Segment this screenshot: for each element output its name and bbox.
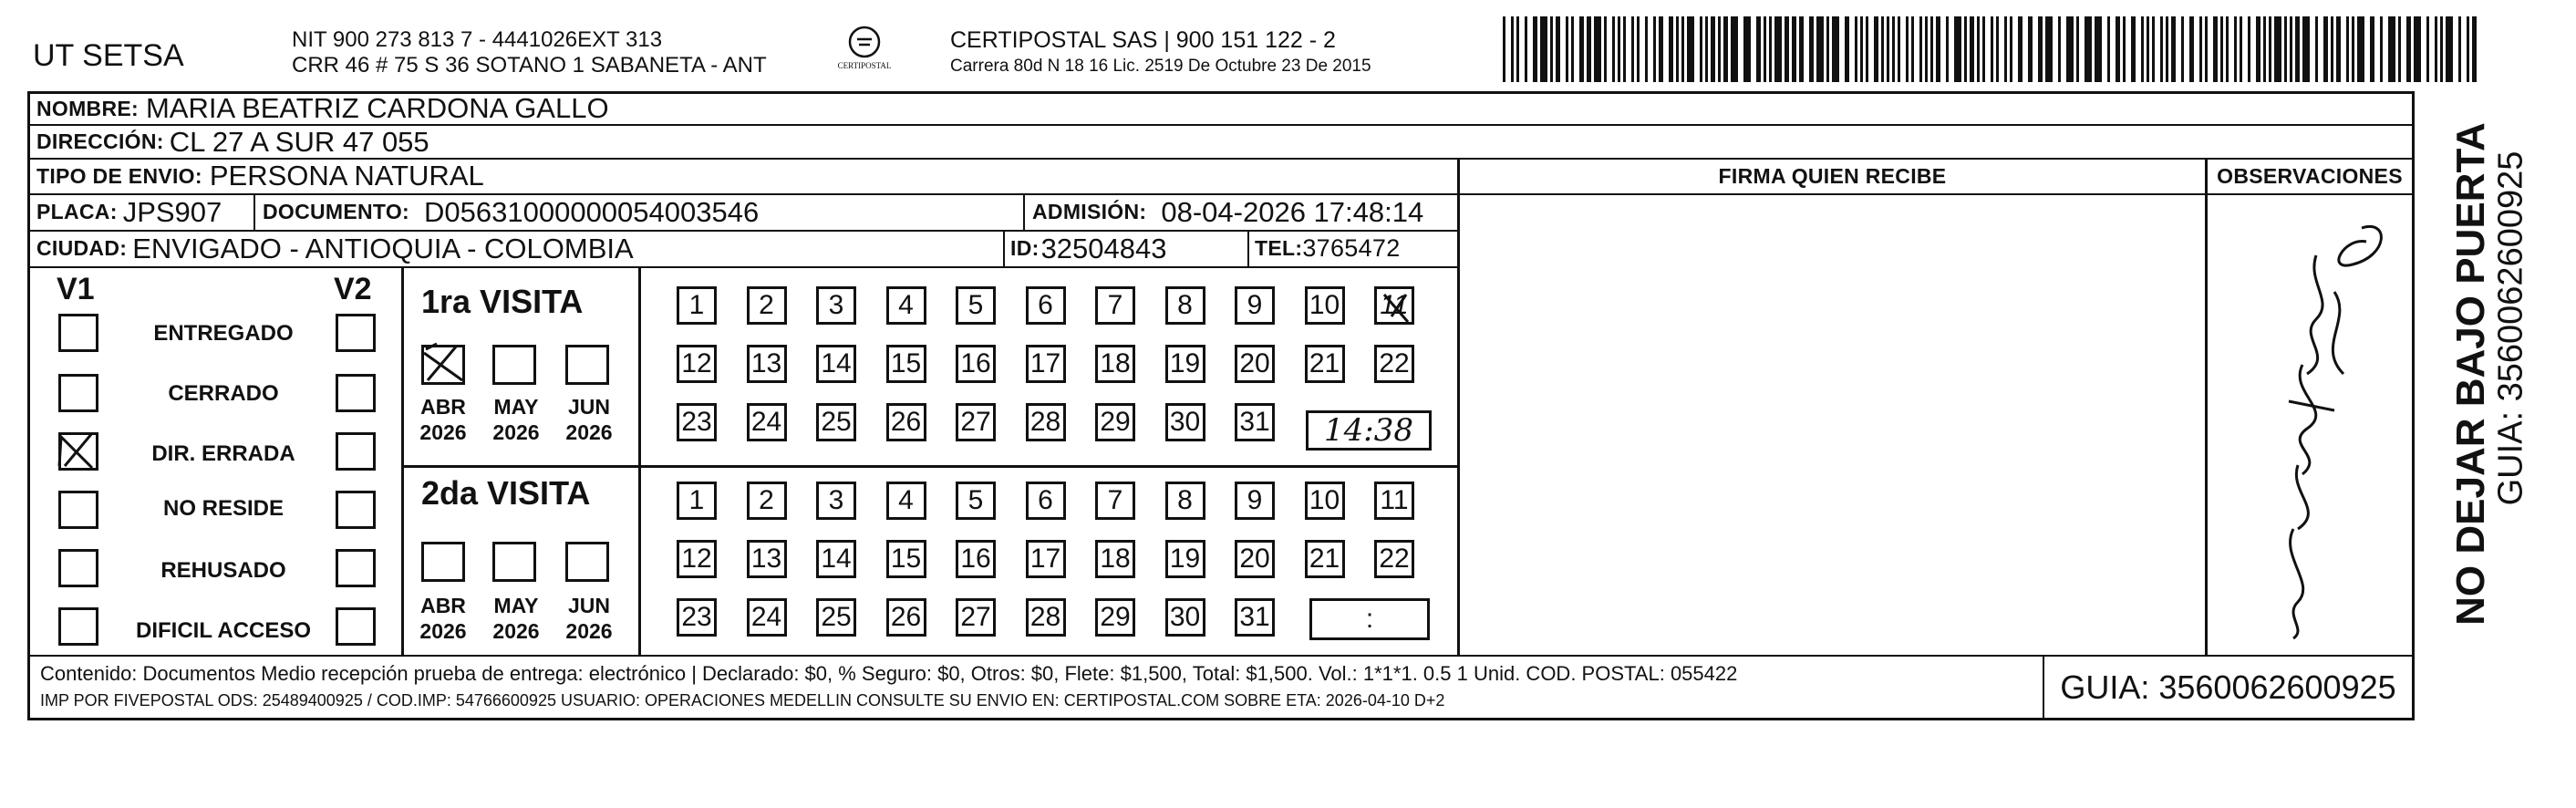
ciudad-cell [36,231,634,266]
visita1-day-box[interactable] [1235,403,1275,441]
firma-divider [1457,158,1460,656]
visita1-day-box[interactable] [1374,345,1414,383]
day-number: 29 [1100,407,1131,437]
day-number: 4 [898,485,914,515]
day-number: 25 [821,407,852,437]
visita2-day-box[interactable] [1235,540,1275,578]
visita1-day-box[interactable] [1026,286,1066,325]
visita2-day-box[interactable] [886,482,926,520]
direccion-label: DIRECCIÓN: [36,129,164,153]
cell-divider [253,193,255,230]
month-divider [638,266,641,655]
visita2-day-box[interactable] [956,482,996,520]
month-checkbox-checked[interactable] [421,345,465,385]
day-number: 2 [759,485,774,515]
certipostal-line-2: Carrera 80d N 18 16 Lic. 2519 De Octubre 23 De 2015 [950,57,1371,76]
day-number: 30 [1169,602,1201,632]
visita1-day-box[interactable] [956,403,996,441]
day-number: 9 [1247,485,1263,515]
day-number: 10 [1309,485,1340,515]
v1-checkbox[interactable] [58,549,98,587]
signature [2207,201,2398,647]
visita1-day-box[interactable] [1165,286,1205,325]
day-number: 25 [821,602,852,632]
day-number: 19 [1169,544,1201,574]
v2-checkbox[interactable] [336,549,376,587]
day-number: 31 [1239,407,1270,437]
nit-line-1: NIT 900 273 813 7 - 4441026EXT 313 [292,27,663,52]
row-line [27,266,1457,268]
day-number: 11 [1380,290,1409,320]
visita2-day-box[interactable] [1305,482,1345,520]
nombre-row [36,91,609,126]
day-number: 14 [821,348,852,378]
visita2-day-box[interactable] [747,598,787,637]
visita1-day-box[interactable] [1235,286,1275,325]
day-number: 30 [1169,407,1201,437]
visita2-day-box[interactable] [1165,598,1205,637]
direccion-row [36,125,429,159]
day-number: 6 [1038,485,1053,515]
side-guia: GUIA: 3560062600925 [2491,150,2530,506]
visita2-day-box[interactable] [677,482,717,520]
nombre-label: NOMBRE: [36,96,139,120]
cell-divider [1247,230,1249,266]
month-checkbox[interactable] [492,542,536,582]
tipo-row [36,159,484,193]
visita1-day-box[interactable] [1165,403,1205,441]
documento-label: DOCUMENTO: [263,200,410,223]
barcode [1503,13,2483,84]
day-number: 8 [1177,290,1193,320]
v2-checkbox[interactable] [336,432,376,471]
visita2-day-box[interactable] [677,598,717,637]
footer-guia: GUIA: 3560062600925 [2060,668,2396,706]
status-divider [401,266,404,655]
visita1-day-box[interactable] [747,345,787,383]
day-number: 16 [960,348,991,378]
observaciones-header: OBSERVACIONES [2217,164,2403,188]
v2-checkbox[interactable] [336,314,376,352]
frame-left [27,91,30,720]
month-checkbox[interactable] [565,345,609,385]
visita2-day-box[interactable] [1026,540,1066,578]
day-number: 4 [898,290,914,320]
visita2-day-box[interactable] [956,598,996,637]
month-checkbox[interactable] [421,542,465,582]
tel-label: TEL: [1255,236,1303,260]
month-label: MAY 2026 [492,395,540,444]
day-number: 21 [1309,544,1340,574]
visita1-title: 1ra VISITA [421,283,584,320]
visita2-day-box[interactable] [816,598,856,637]
day-number: 27 [960,602,991,632]
day-number: 22 [1379,348,1410,378]
visita1-day-box[interactable] [677,286,717,325]
day-number: 27 [960,407,991,437]
check-mark-icon [420,340,468,386]
day-number: 3 [828,290,844,320]
day-number: 23 [681,407,712,437]
check-mark-icon [56,430,96,470]
day-number: 18 [1100,348,1131,378]
visita1-day-box[interactable] [1374,286,1414,325]
certipostal-logo-icon [846,24,883,60]
visita2-day-box[interactable] [747,482,787,520]
month-label: MAY 2026 [492,594,540,643]
certipostal-line-1: CERTIPOSTAL SAS | 900 151 122 - 2 [950,27,1336,53]
day-number: 16 [960,544,991,574]
day-number: 20 [1239,544,1270,574]
day-number: 20 [1239,348,1270,378]
visita2-day-box[interactable] [1374,482,1414,520]
v1-checkbox[interactable] [58,314,98,352]
nombre-value: MARIA BEATRIZ CARDONA GALLO [145,92,609,124]
admision-cell [1032,194,1423,230]
tipo-value: PERSONA NATURAL [209,160,484,192]
v2-header: V2 [334,272,372,306]
day-number: 5 [967,485,984,515]
tel-value: 3765472 [1302,234,1401,262]
visita2-day-box[interactable] [816,482,856,520]
day-number: 17 [1029,348,1061,378]
day-number: 31 [1239,602,1270,632]
footer-imp: IMP POR FIVEPOSTAL ODS: 25489400925 / COD.IMP: 54766600925 USUARIO: OPERACIONES MEDELLIN CONSULTE SU ENVIO EN: CERTIPOSTAL.COM SOBRE ETA: 2026-04-10 D+2 [40,691,1445,710]
ciudad-value: ENVIGADO - ANTIOQUIA - COLOMBIA [132,232,634,264]
visita2-day-box[interactable] [747,540,787,578]
day-number: 28 [1029,407,1061,437]
visita1-day-box[interactable] [1235,345,1275,383]
day-number: 15 [890,348,922,378]
day-number: 7 [1107,290,1123,320]
visita2-day-box[interactable] [1095,482,1135,520]
day-number: 19 [1169,348,1201,378]
day-number: 10 [1309,290,1340,320]
visita1-day-box[interactable] [1305,345,1345,383]
day-number: 14 [821,544,852,574]
visita1-day-box[interactable] [816,403,856,441]
visita2-title: 2da VISITA [421,474,591,512]
status-label: ENTREGADO [153,321,294,346]
day-number: 5 [967,290,984,320]
v2-checkbox[interactable] [336,607,376,646]
visita1-day-box[interactable] [956,286,996,325]
cell-divider [1023,193,1025,230]
day-number: 11 [1380,485,1409,515]
visita1-day-box[interactable] [816,345,856,383]
day-number: 2 [759,290,774,320]
day-number: 6 [1038,290,1053,320]
documento-cell [263,194,759,230]
day-number: 12 [681,544,712,574]
visita2-day-box[interactable] [1026,598,1066,637]
day-number: 8 [1177,485,1193,515]
visita1-day-box[interactable] [747,286,787,325]
visita1-day-box[interactable] [1095,403,1135,441]
visita1-day-box[interactable] [956,345,996,383]
v1-header: V1 [57,272,95,306]
visita2-day-box[interactable] [886,540,926,578]
side-warning: NO DEJAR BAJO PUERTA [2448,122,2493,626]
certipostal-logo [837,24,892,80]
visita1-day-box[interactable] [1026,403,1066,441]
visita1-day-box[interactable] [1165,345,1205,383]
company-name: UT SETSA [33,38,184,73]
day-number: 17 [1029,544,1061,574]
day-number: 21 [1309,348,1340,378]
visita1-day-box[interactable] [886,345,926,383]
v2-checkbox[interactable] [336,491,376,529]
day-number: 15 [890,544,922,574]
month-checkbox[interactable] [565,542,609,582]
id-value: 32504843 [1040,232,1167,264]
admision-value: 08-04-2026 17:48:14 [1161,195,1424,228]
visita2-day-box[interactable] [1165,540,1205,578]
day-number: 13 [750,544,782,574]
day-number: 23 [681,602,712,632]
visita2-day-box[interactable] [816,540,856,578]
footer-contenido: Contenido: Documentos Medio recepción prueba de entrega: electrónico | Declarado: $0, % Seguro: $0, Otros: $0, Flete: $1,500, Total: $1,500. Vol.: 1*1*1. 0.5 1 Unid. COD. POSTAL: 055422 [40,662,1738,685]
visita2-day-box[interactable] [1235,598,1275,637]
visita2-day-box[interactable] [1095,540,1135,578]
day-number: 18 [1100,544,1131,574]
visita1-day-box[interactable] [886,403,926,441]
day-number: 9 [1247,290,1263,320]
visita1-time-box[interactable] [1306,410,1432,451]
visita2-day-box[interactable] [956,540,996,578]
day-number: 7 [1107,485,1123,515]
visita2-day-box[interactable] [1165,482,1205,520]
v2-checkbox[interactable] [336,374,376,412]
day-number: 1 [688,290,705,320]
day-number: 13 [750,348,782,378]
visita2-day-box[interactable] [1374,540,1414,578]
visita1-day-box[interactable] [677,345,717,383]
visita2-day-box[interactable] [1305,540,1345,578]
month-label: ABR 2026 [419,594,467,643]
visit-divider [401,465,1459,468]
v1-checkbox[interactable] [58,607,98,646]
placa-label: PLACA: [36,200,118,223]
tipo-label: TIPO DE ENVIO: [36,163,202,188]
day-number: 26 [890,407,922,437]
id-label: ID: [1010,236,1040,260]
v1-checkbox-checked[interactable] [58,432,98,471]
logo-text: CERTIPOSTAL [837,61,892,70]
visita2-day-box[interactable] [1026,482,1066,520]
check-mark-icon [1377,289,1413,326]
visita1-day-box[interactable] [1095,286,1135,325]
status-label: REHUSADO [160,558,286,583]
day-number: 29 [1100,602,1131,632]
status-label: CERRADO [168,381,279,406]
day-number: 22 [1379,544,1410,574]
visita1-day-box[interactable] [886,286,926,325]
cell-divider [1003,230,1005,266]
day-number: 1 [688,485,705,515]
visita2-day-box[interactable] [1095,598,1135,637]
visita1-day-box[interactable] [1095,345,1135,383]
month-checkbox[interactable] [492,345,536,385]
visita1-day-box[interactable] [816,286,856,325]
month-label: JUN 2026 [565,594,613,643]
visita1-day-box[interactable] [1305,286,1345,325]
visita1-day-box[interactable] [1026,345,1066,383]
direccion-value: CL 27 A SUR 47 055 [169,125,429,158]
visita2-time: : [1365,604,1374,634]
id-cell [1010,231,1167,266]
placa-cell [36,194,222,230]
visita2-day-box[interactable] [1235,482,1275,520]
visita1-day-box[interactable] [747,403,787,441]
day-number: 28 [1029,602,1061,632]
day-number: 3 [828,485,844,515]
frame-right [2412,91,2415,720]
firma-header: FIRMA QUIEN RECIBE [1718,164,1947,188]
month-label: JUN 2026 [565,395,613,444]
v1-checkbox[interactable] [58,374,98,412]
day-number: 12 [681,348,712,378]
day-number: 24 [750,407,782,437]
visita1-day-box[interactable] [677,403,717,441]
month-label: ABR 2026 [419,395,467,444]
status-label: DIR. ERRADA [151,441,295,466]
placa-value: JPS907 [122,195,222,228]
nit-line-2: CRR 46 # 75 S 36 SOTANO 1 SABANETA - ANT [292,53,767,78]
status-label: DIFICIL ACCESO [135,618,311,643]
day-number: 26 [890,602,922,632]
visita2-time-box[interactable] [1309,598,1430,640]
documento-value: D05631000000054003546 [424,195,760,228]
visita1-time: 14:38 [1324,412,1413,449]
admision-label: ADMISIÓN: [1032,200,1147,223]
visita2-day-box[interactable] [886,598,926,637]
tel-cell [1255,231,1401,266]
visita2-day-box[interactable] [677,540,717,578]
ciudad-label: CIUDAD: [36,236,128,260]
status-label: NO RESIDE [162,496,284,521]
v1-checkbox[interactable] [58,491,98,529]
day-number: 24 [750,602,782,632]
